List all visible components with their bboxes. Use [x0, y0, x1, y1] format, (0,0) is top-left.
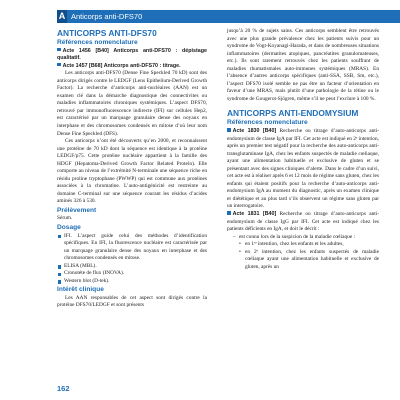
square-bullet-icon: [227, 211, 231, 215]
act-entry: [227, 128, 379, 211]
act-code: Acte 1456 [B40]: [62, 47, 109, 54]
body-paragraph: jusqu’à 20 % de sujets sains. Ces anticorps semblent être retrouvés avec une plus grande prévalence chez les patients suivis pour un syndrome de Vogt-Koyanagi-Harada, et dans de nombreuses situations inflammatoires (dermatites atopiques, pancréatites granulomateuses, etc.). Ils sont rarement retrouvés chez les patients souffrant de maladies rhumatismales auto-immunes systémiques (MRAS). En l’absence d’autres anticorps spécifiques (anti-SSA, SSB, Sm, etc.), l’aspect DFS70 isolé semble ne pas être un facteur d’orientation en faveur d’une MRAS, mais plutôt d’une pathologie de la rétine ou le syndrome de Gougerot-Sjögren, même s’il ne peut l’exclure à 100 %.: [227, 28, 379, 102]
page-number: 162: [57, 384, 70, 393]
act-text: Anticorps anti-DFS70 : dépistage qualitatif.: [57, 47, 207, 62]
square-bullet-icon: [57, 63, 61, 67]
running-header-title: Anticorps anti-DFS70: [71, 12, 143, 21]
interet-text: Les AAN responsables de cet aspect sont dirigés contre la protéine DFS70/LEDGF et sont présents: [57, 294, 207, 309]
act-entry: [57, 48, 207, 63]
act-entry: [57, 63, 207, 71]
interet-heading: Intérêt clinique: [57, 286, 104, 294]
act-text: Anticorps anti-DFS70 : titrage.: [102, 62, 181, 69]
dosage-list: [57, 233, 207, 286]
list-item: ELISA (MBL).: [57, 263, 207, 271]
list-item: Western blot (D-tek).: [57, 278, 207, 286]
chapter-letter-box: A: [58, 11, 66, 21]
act-code: Acte 1831 [B40]: [232, 210, 277, 217]
list-item: IFI. L’aspect guide celui des méthodes d’identification spécifiques. En IFI, la fluorescence nucléaire est caractérisée par un marquage granulaire dense des noyaux en interphase et des chromosomes condensés en mitose.: [57, 233, 207, 263]
act-code: Acte 1830 [B40]: [232, 127, 277, 134]
act-text: Recherche ou titrage d’auto-anticorps anti-endomysium de classe IgA par IFI. Cet acte est indiqué en 2ᵉ intention, après un premier test négatif pour la recherche des auto-anticorps anti-transglutaminase IgA, chez les enfants suspectés de maladie cœliaque, ayant une alimentation habituelle et exclusive de gluten et se présentant avec des signes cliniques d’alerte. Dans le cadre d’un suivi, cet acte est à réaliser après 6 et 12 mois de régime sans gluten, chez les enfants qui étaient positifs pour la recherche d’auto-anticorps anti-endomysium IgA au moment du diagnostic, après un examen clinique et diététique et au plus tard s’ils observent un régime sans gluten par un interrogatoire.: [227, 127, 379, 210]
list-item: • en 2ᵉ intention, chez les enfants suspectés de maladie cœliaque ayant une alimentation habituelle et exclusive de gluten, après un: [239, 249, 379, 272]
square-bullet-icon: [227, 128, 231, 132]
act-code: Acte 1457 [B68]: [62, 62, 103, 69]
nomenclature-heading: Références nomenclature: [227, 119, 308, 127]
act-entry: [227, 211, 379, 234]
list-item: – est connu lors de la suspicion de la maladie cœliaque :: [234, 234, 379, 242]
prelevement-heading: Prélèvement: [57, 206, 97, 214]
list-item: Cronotéte de flux (INOVA).: [57, 270, 207, 278]
section-title-dfs70: ANTICORPS ANTI-DFS70: [57, 28, 157, 38]
dosage-heading: Dosage: [57, 224, 81, 232]
section-title-endomysium: ANTICORPS ANTI-ENDOMYSIUM: [227, 108, 359, 119]
sub-list: [227, 241, 379, 271]
list-item: • en 1ʳᵉ intention, chez les enfants et les adultes,: [239, 241, 379, 249]
body-paragraph: Ces anticorps n’ont été découverts qu’en 2000, et reconnaissent une protéine de 70 kD dont la séquence est identique à la protéine LEDGF/p75. Cette protéine nucléaire appartient à la famille des HDGF (Hepatoma-Derived Growth Factor Related Protein). Elle comporte au niveau de l’extrémité N-terminale une séquence riche en résidu proline tryptophane (PWWP) qui est commune aux protéines associées à la chromatine. L’auto-antigénicité est restreinte au domaine C-terminal sur une séquence courant les résidus d’acides aminés 326 à 530.: [57, 138, 207, 205]
body-paragraph: Les anticorps anti-DFS70 (Dense Fine Speckled 70 kD) sont des anticorps dirigés contre le LEDGF (Lens Epithelium-Derived Growth Factor). La recherche d’anticorps anti-nucléaires (AAN) est un examen clé dans la démarche diagnostique des connectivites ou maladies inflammatoires chroniques systémiques. L’aspect DFS70, retrouvé par immunofluorescence indirecte (IFI) sur cellules Hep2, est caractérisé par un marquage granulaire dense des noyaux en interphase et des chromosomes condensés en mitose d’où leur nom Dense Fine Speckled (DFS).: [57, 70, 207, 137]
act-text: Recherche ou titrage d’auto-anticorps anti-endomysium de classe IgG par IFI. Cet acte est indiqué chez les patients déficients en IgA, et doit le décrit :: [227, 210, 379, 233]
nomenclature-heading: Références nomenclature: [57, 39, 138, 46]
square-bullet-icon: [57, 48, 61, 52]
prelevement-text: Sérum.: [57, 215, 73, 222]
right-column: [227, 28, 379, 271]
left-column: [57, 28, 207, 310]
